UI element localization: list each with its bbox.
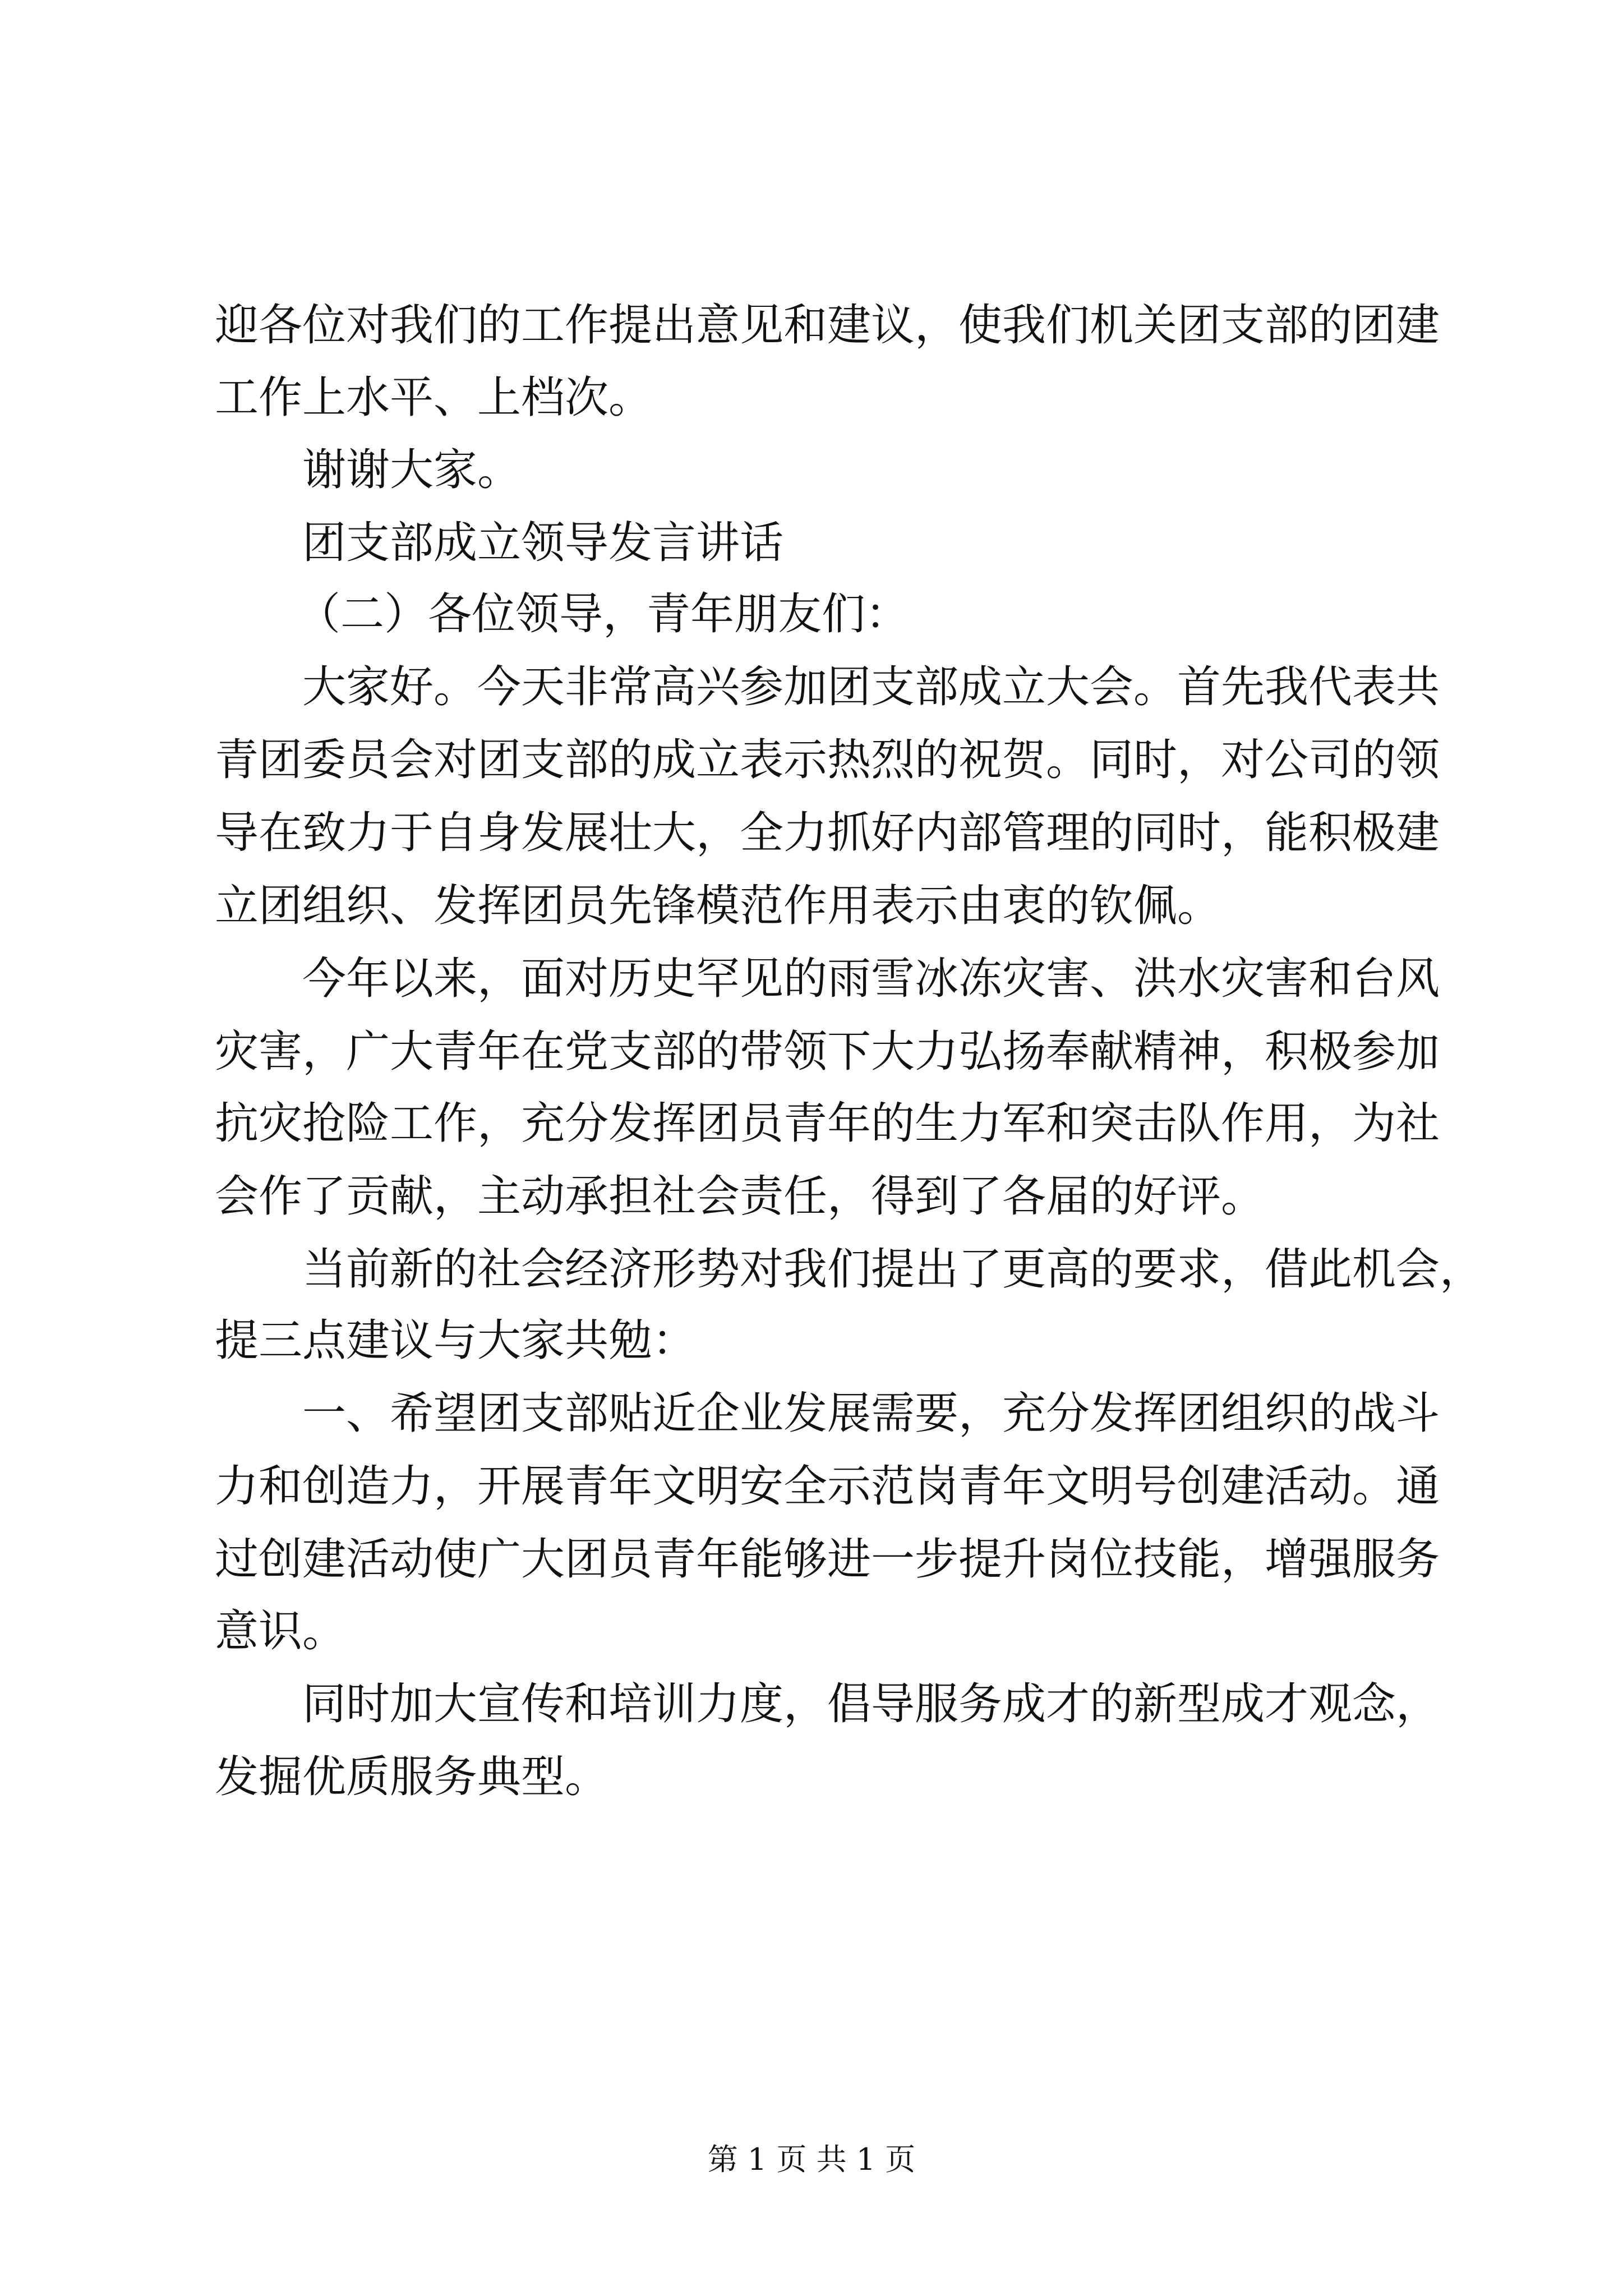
text-line: 迎各位对我们的工作提出意见和建议，使我们机关团支部的团建 bbox=[215, 300, 1440, 351]
text-line: 谢谢大家。 bbox=[302, 445, 522, 495]
text-line: 过创建活动使广大团员青年能够进一步提升岗位技能，增强服务 bbox=[215, 1534, 1440, 1585]
text-line: 立团组织、发挥团员先锋模范作用表示由衷的钦佩。 bbox=[215, 881, 1221, 931]
text-line: 力和创造力，开展青年文明安全示范岗青年文明号创建活动。通 bbox=[215, 1461, 1440, 1512]
text-line: 导在致力于自身发展壮大，全力抓好内部管理的同时，能积极建 bbox=[215, 808, 1440, 858]
text-line: 当前新的社会经济形势对我们提出了更高的要求，借此机会， bbox=[302, 1244, 1484, 1295]
text-line: 灾害，广大青年在党支部的带领下大力弘扬奉献精神，积极参加 bbox=[215, 1027, 1440, 1077]
text-line: 工作上水平、上档次。 bbox=[215, 372, 653, 423]
text-line: 提三点建议与大家共勉： bbox=[215, 1315, 697, 1366]
text-line: 意识。 bbox=[215, 1606, 347, 1657]
text-line: （二）各位领导，青年朋友们： bbox=[297, 589, 910, 639]
text-line: 一、希望团支部贴近企业发展需要，充分发挥团组织的战斗 bbox=[302, 1388, 1440, 1439]
text-line: 青团委员会对团支部的成立表示热烈的祝贺。同时，对公司的领 bbox=[215, 735, 1440, 785]
text-line: 抗灾抢险工作，充分发挥团员青年的生力军和突击队作用，为社 bbox=[215, 1098, 1440, 1149]
text-line: 团支部成立领导发言讲话 bbox=[302, 518, 784, 568]
text-line: 大家好。今天非常高兴参加团支部成立大会。首先我代表共 bbox=[302, 662, 1440, 712]
text-line: 今年以来，面对历史罕见的雨雪冰冻灾害、洪水灾害和台风 bbox=[302, 954, 1440, 1004]
page-number-footer: 第 1 页 共 1 页 bbox=[707, 2142, 916, 2177]
text-line: 会作了贡献，主动承担社会责任，得到了各届的好评。 bbox=[215, 1171, 1265, 1222]
text-line: 同时加大宣传和培训力度，倡导服务成才的新型成才观念， bbox=[302, 1679, 1440, 1729]
text-line: 发掘优质服务典型。 bbox=[215, 1752, 609, 1802]
